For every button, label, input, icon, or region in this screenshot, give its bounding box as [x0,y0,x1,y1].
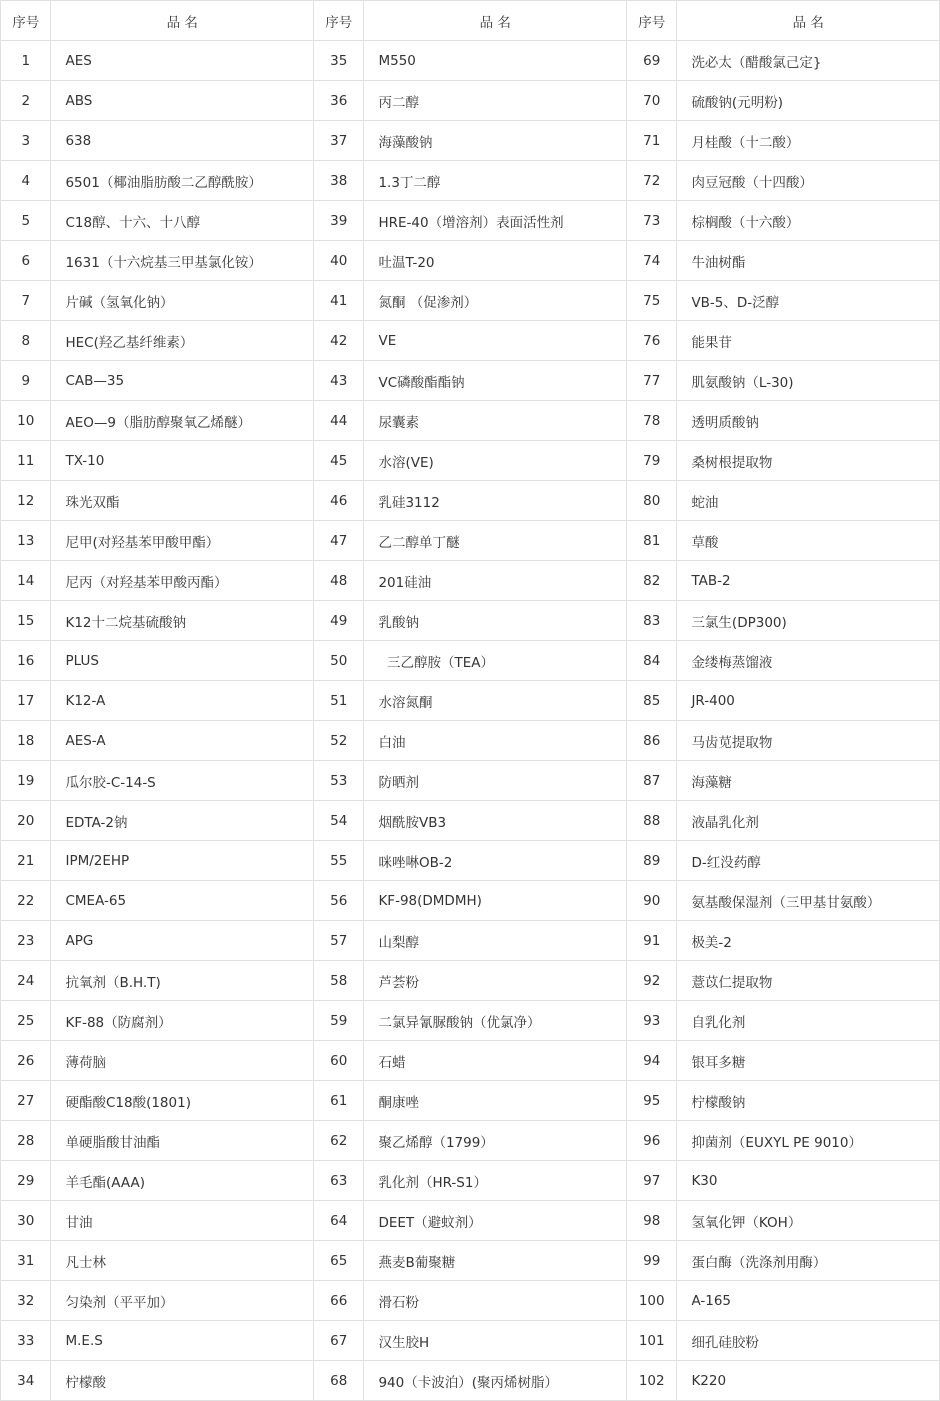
table-row [1,921,940,961]
serial-number-cell: 38 [313,161,363,201]
product-name-cell: 匀染剂（平平加） [51,1281,314,1321]
product-name-cell: 乙二醇单丁醚 [364,521,627,561]
product-name-cell: 酮康唑 [364,1081,627,1121]
serial-number-cell: 33 [1,1321,51,1361]
table-row [1,481,940,521]
product-name-cell: C18醇、十六、十八醇 [51,201,314,241]
table-row [1,41,940,81]
serial-number-cell: 96 [626,1121,676,1161]
product-name-cell: 乳硅3112 [364,481,627,521]
product-name-cell: 二氯异氰脲酸钠（优氯净） [364,1001,627,1041]
table-body [1,41,940,1401]
table-row [1,1321,940,1361]
serial-number-cell: 26 [1,1041,51,1081]
product-name-cell: M.E.S [51,1321,314,1361]
product-name-cell: 柠檬酸钠 [677,1081,940,1121]
product-name-cell: 乳酸钠 [364,601,627,641]
product-name-cell: HRE-40（增溶剂）表面活性剂 [364,201,627,241]
product-name-cell: 银耳多糖 [677,1041,940,1081]
product-name-cell: 三乙醇胺（TEA） [364,641,627,681]
serial-number-cell: 48 [313,561,363,601]
product-name-cell: ABS [51,81,314,121]
table-row [1,1081,940,1121]
product-name-cell: 防晒剂 [364,761,627,801]
header-serial-number: 序号 [313,1,363,41]
product-name-cell: 吐温T-20 [364,241,627,281]
table-row [1,81,940,121]
serial-number-cell: 66 [313,1281,363,1321]
serial-number-cell: 91 [626,921,676,961]
product-name-cell: 石蜡 [364,1041,627,1081]
serial-number-cell: 68 [313,1361,363,1401]
serial-number-cell: 99 [626,1241,676,1281]
serial-number-cell: 67 [313,1321,363,1361]
serial-number-cell: 84 [626,641,676,681]
product-name-cell: 蛋白酶（洗涤剂用酶） [677,1241,940,1281]
serial-number-cell: 13 [1,521,51,561]
serial-number-cell: 46 [313,481,363,521]
table-row [1,121,940,161]
serial-number-cell: 50 [313,641,363,681]
product-name-cell: 硬酯酸C18酸(1801) [51,1081,314,1121]
serial-number-cell: 31 [1,1241,51,1281]
serial-number-cell: 30 [1,1201,51,1241]
serial-number-cell: 72 [626,161,676,201]
product-name-cell: K12十二烷基硫酸钠 [51,601,314,641]
table-row [1,841,940,881]
product-name-cell: A-165 [677,1281,940,1321]
product-name-cell: 桑树根提取物 [677,441,940,481]
product-name-cell: EDTA-2钠 [51,801,314,841]
product-name-cell: 硫酸钠(元明粉) [677,81,940,121]
serial-number-cell: 73 [626,201,676,241]
header-product-name: 品 名 [364,1,627,41]
table-row [1,401,940,441]
product-name-cell: VC磷酸酯酯钠 [364,361,627,401]
table-row [1,961,940,1001]
serial-number-cell: 4 [1,161,51,201]
product-name-cell: 烟酰胺VB3 [364,801,627,841]
header-product-name: 品 名 [51,1,314,41]
table-row [1,1001,940,1041]
table-row [1,721,940,761]
table-row [1,561,940,601]
serial-number-cell: 59 [313,1001,363,1041]
product-name-cell: D-红没药醇 [677,841,940,881]
serial-number-cell: 88 [626,801,676,841]
product-name-cell: 芦荟粉 [364,961,627,1001]
product-name-cell: M550 [364,41,627,81]
product-name-cell: 海藻酸钠 [364,121,627,161]
serial-number-cell: 102 [626,1361,676,1401]
serial-number-cell: 64 [313,1201,363,1241]
table-row [1,241,940,281]
serial-number-cell: 23 [1,921,51,961]
serial-number-cell: 15 [1,601,51,641]
product-name-cell: 羊毛酯(AAA) [51,1161,314,1201]
serial-number-cell: 41 [313,281,363,321]
product-name-cell: 凡士林 [51,1241,314,1281]
table-row [1,601,940,641]
serial-number-cell: 40 [313,241,363,281]
serial-number-cell: 92 [626,961,676,1001]
product-name-cell: 抗氧剂（B.H.T) [51,961,314,1001]
product-name-cell: 自乳化剂 [677,1001,940,1041]
serial-number-cell: 37 [313,121,363,161]
serial-number-cell: 10 [1,401,51,441]
product-name-cell: 山梨醇 [364,921,627,961]
product-name-cell: 1631（十六烷基三甲基氯化铵） [51,241,314,281]
serial-number-cell: 98 [626,1201,676,1241]
serial-number-cell: 54 [313,801,363,841]
serial-number-cell: 51 [313,681,363,721]
serial-number-cell: 74 [626,241,676,281]
serial-number-cell: 80 [626,481,676,521]
product-name-cell: 肌氨酸钠（L-30) [677,361,940,401]
product-name-cell: K12-A [51,681,314,721]
serial-number-cell: 53 [313,761,363,801]
product-name-cell: 940（卡波泊）(聚丙烯树脂） [364,1361,627,1401]
product-name-cell: 柠檬酸 [51,1361,314,1401]
product-name-cell: 棕榈酸（十六酸） [677,201,940,241]
serial-number-cell: 19 [1,761,51,801]
serial-number-cell: 89 [626,841,676,881]
serial-number-cell: 14 [1,561,51,601]
product-name-cell: 金缕梅蒸馏液 [677,641,940,681]
serial-number-cell: 56 [313,881,363,921]
serial-number-cell: 78 [626,401,676,441]
table-row [1,641,940,681]
product-name-cell: JR-400 [677,681,940,721]
product-name-cell: 6501（椰油脂肪酸二乙醇酰胺） [51,161,314,201]
product-name-cell: 极美-2 [677,921,940,961]
serial-number-cell: 35 [313,41,363,81]
serial-number-cell: 52 [313,721,363,761]
product-name-cell: VB-5、D-泛醇 [677,281,940,321]
product-name-cell: 透明质酸钠 [677,401,940,441]
header-product-name: 品 名 [677,1,940,41]
product-name-cell: 月桂酸（十二酸） [677,121,940,161]
serial-number-cell: 101 [626,1321,676,1361]
serial-number-cell: 87 [626,761,676,801]
product-name-cell: 细孔硅胶粉 [677,1321,940,1361]
product-name-cell: 能果苷 [677,321,940,361]
table-row [1,161,940,201]
product-name-cell: 薄荷脑 [51,1041,314,1081]
serial-number-cell: 79 [626,441,676,481]
product-name-cell: 氮酮 （促渗剂） [364,281,627,321]
serial-number-cell: 94 [626,1041,676,1081]
serial-number-cell: 100 [626,1281,676,1321]
product-name-cell: 聚乙烯醇（1799） [364,1121,627,1161]
product-name-cell: PLUS [51,641,314,681]
serial-number-cell: 57 [313,921,363,961]
serial-number-cell: 11 [1,441,51,481]
product-name-cell: 水溶(VE) [364,441,627,481]
serial-number-cell: 28 [1,1121,51,1161]
serial-number-cell: 25 [1,1001,51,1041]
table-row [1,1161,940,1201]
table-row [1,1041,940,1081]
product-name-cell: TAB-2 [677,561,940,601]
serial-number-cell: 45 [313,441,363,481]
serial-number-cell: 43 [313,361,363,401]
table-row [1,1281,940,1321]
product-name-cell: 肉豆冠酸（十四酸） [677,161,940,201]
serial-number-cell: 21 [1,841,51,881]
product-name-cell: CAB—35 [51,361,314,401]
product-name-cell: 海藻糖 [677,761,940,801]
serial-number-cell: 90 [626,881,676,921]
serial-number-cell: 3 [1,121,51,161]
product-name-cell: 甘油 [51,1201,314,1241]
product-name-cell: KF-98(DMDMH) [364,881,627,921]
header-serial-number: 序号 [1,1,51,41]
serial-number-cell: 9 [1,361,51,401]
serial-number-cell: 42 [313,321,363,361]
product-name-cell: 丙二醇 [364,81,627,121]
serial-number-cell: 61 [313,1081,363,1121]
product-name-cell: TX-10 [51,441,314,481]
serial-number-cell: 65 [313,1241,363,1281]
serial-number-cell: 97 [626,1161,676,1201]
product-name-cell: 水溶氮酮 [364,681,627,721]
serial-number-cell: 71 [626,121,676,161]
product-name-cell: 1.3丁二醇 [364,161,627,201]
serial-number-cell: 34 [1,1361,51,1401]
product-name-cell: 尼丙（对羟基苯甲酸丙酯） [51,561,314,601]
table-row [1,521,940,561]
serial-number-cell: 18 [1,721,51,761]
serial-number-cell: 39 [313,201,363,241]
serial-number-cell: 85 [626,681,676,721]
table-row [1,321,940,361]
product-name-cell: 201硅油 [364,561,627,601]
product-name-cell: K30 [677,1161,940,1201]
product-name-cell: APG [51,921,314,961]
serial-number-cell: 60 [313,1041,363,1081]
table-row [1,801,940,841]
product-name-cell: 薏苡仁提取物 [677,961,940,1001]
product-name-cell: IPM/2EHP [51,841,314,881]
serial-number-cell: 5 [1,201,51,241]
serial-number-cell: 8 [1,321,51,361]
product-name-cell: 蛇油 [677,481,940,521]
table-row [1,441,940,481]
product-name-cell: 液晶乳化剂 [677,801,940,841]
product-name-cell: DEET（避蚊剂） [364,1201,627,1241]
serial-number-cell: 58 [313,961,363,1001]
product-name-cell: 尼甲(对羟基苯甲酸甲酯） [51,521,314,561]
product-name-cell: CMEA-65 [51,881,314,921]
product-name-cell: AES-A [51,721,314,761]
serial-number-cell: 12 [1,481,51,521]
product-name-cell: 638 [51,121,314,161]
serial-number-cell: 17 [1,681,51,721]
serial-number-cell: 6 [1,241,51,281]
product-name-cell: 单硬脂酸甘油酯 [51,1121,314,1161]
serial-number-cell: 62 [313,1121,363,1161]
table-row [1,681,940,721]
serial-number-cell: 55 [313,841,363,881]
product-name-cell: 洗必太（醋酸氯己定} [677,41,940,81]
serial-number-cell: 1 [1,41,51,81]
serial-number-cell: 49 [313,601,363,641]
table-header-row [1,1,940,41]
product-name-cell: 燕麦B葡聚糖 [364,1241,627,1281]
product-name-cell: AEO—9（脂肪醇聚氧乙烯醚） [51,401,314,441]
product-name-cell: 滑石粉 [364,1281,627,1321]
table-row [1,281,940,321]
serial-number-cell: 86 [626,721,676,761]
serial-number-cell: 22 [1,881,51,921]
product-name-cell: AES [51,41,314,81]
serial-number-cell: 76 [626,321,676,361]
serial-number-cell: 81 [626,521,676,561]
header-serial-number: 序号 [626,1,676,41]
serial-number-cell: 32 [1,1281,51,1321]
product-name-cell: 草酸 [677,521,940,561]
serial-number-cell: 29 [1,1161,51,1201]
product-name-cell: 抑菌剂（EUXYL PE 9010） [677,1121,940,1161]
serial-number-cell: 77 [626,361,676,401]
product-name-cell: 白油 [364,721,627,761]
product-name-cell: KF-88（防腐剂） [51,1001,314,1041]
product-name-cell: K220 [677,1361,940,1401]
serial-number-cell: 69 [626,41,676,81]
serial-number-cell: 70 [626,81,676,121]
serial-number-cell: 20 [1,801,51,841]
table-row [1,361,940,401]
serial-number-cell: 82 [626,561,676,601]
product-name-cell: 马齿苋提取物 [677,721,940,761]
product-name-cell: 尿囊素 [364,401,627,441]
product-name-cell: 氢氧化钾（KOH） [677,1201,940,1241]
serial-number-cell: 95 [626,1081,676,1121]
product-name-cell: 片碱（氢氧化钠） [51,281,314,321]
product-name-cell: 乳化剂（HR-S1） [364,1161,627,1201]
serial-number-cell: 75 [626,281,676,321]
table-row [1,1241,940,1281]
table-row [1,1121,940,1161]
serial-number-cell: 83 [626,601,676,641]
serial-number-cell: 24 [1,961,51,1001]
product-name-cell: 牛油树酯 [677,241,940,281]
table-row [1,1201,940,1241]
table-row [1,1361,940,1401]
serial-number-cell: 2 [1,81,51,121]
serial-number-cell: 7 [1,281,51,321]
product-name-cell: 氨基酸保湿剂（三甲基甘氨酸） [677,881,940,921]
serial-number-cell: 47 [313,521,363,561]
serial-number-cell: 16 [1,641,51,681]
table-row [1,881,940,921]
serial-number-cell: 93 [626,1001,676,1041]
serial-number-cell: 44 [313,401,363,441]
serial-number-cell: 36 [313,81,363,121]
product-name-cell: 汉生胶H [364,1321,627,1361]
table-row [1,761,940,801]
serial-number-cell: 63 [313,1161,363,1201]
serial-number-cell: 27 [1,1081,51,1121]
product-name-cell: 珠光双酯 [51,481,314,521]
table-row [1,201,940,241]
product-name-cell: HEC(羟乙基纤维素） [51,321,314,361]
product-name-cell: 瓜尔胶-C-14-S [51,761,314,801]
product-name-cell: 三氯生(DP300) [677,601,940,641]
product-name-cell: 咪唑啉OB-2 [364,841,627,881]
product-name-cell: VE [364,321,627,361]
